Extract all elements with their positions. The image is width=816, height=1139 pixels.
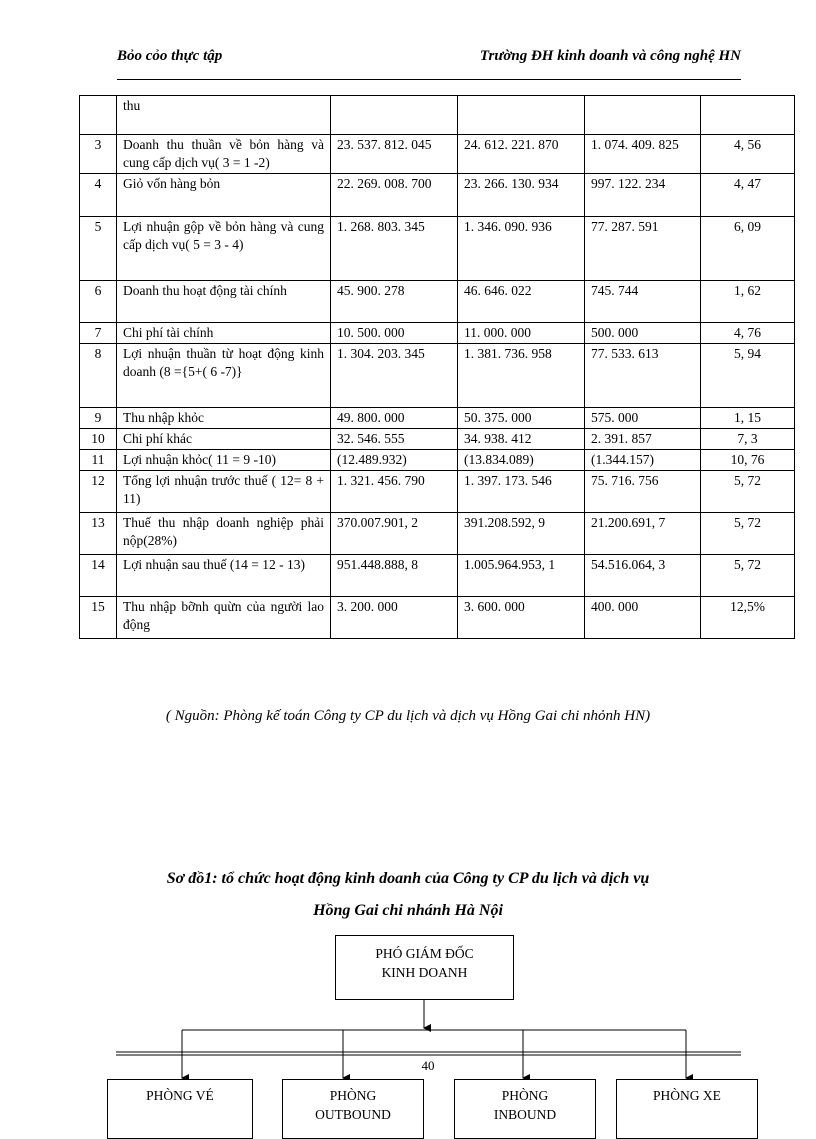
value-col2-cell: 1.005.964.953, 1 (458, 555, 585, 597)
percent-cell: 5, 94 (701, 344, 795, 408)
value-col2-cell: 11. 000. 000 (458, 323, 585, 344)
value-col2-cell: 24. 612. 221. 870 (458, 135, 585, 174)
value-col2-cell: 46. 646. 022 (458, 281, 585, 323)
row-description-cell: Tổng lợi nhuận trước thuế ( 12= 8 + 11) (117, 471, 331, 513)
row-number-cell: 13 (80, 513, 117, 555)
org-box-inbound-dept: PHÒNG INBOUND (454, 1079, 596, 1139)
row-description-cell: Doanh thu thuần về bỏn hàng và cung cấp dịch vụ( 3 = 1 -2) (117, 135, 331, 174)
row-description-cell: Giỏ vốn hàng bỏn (117, 174, 331, 217)
row-number-cell: 7 (80, 323, 117, 344)
value-col2-cell: 1. 397. 173. 546 (458, 471, 585, 513)
row-description-cell: Thuế thu nhập doanh nghiệp phải nộp(28%) (117, 513, 331, 555)
value-col2-cell: 1. 346. 090. 936 (458, 217, 585, 281)
org-box-vehicle-dept: PHÒNG XE (616, 1079, 758, 1139)
row-number-cell: 6 (80, 281, 117, 323)
org-box-ticket-dept: PHÒNG VÉ (107, 1079, 253, 1139)
row-number-cell: 14 (80, 555, 117, 597)
value-col2-cell: 34. 938. 412 (458, 429, 585, 450)
value-col3-cell: 75. 716. 756 (585, 471, 701, 513)
row-description-cell: Thu nhập bỡnh quừn của người lao động (117, 597, 331, 639)
value-col2-cell: 3. 600. 000 (458, 597, 585, 639)
row-number-cell: 15 (80, 597, 117, 639)
value-col3-cell: 2. 391. 857 (585, 429, 701, 450)
value-col2-cell: (13.834.089) (458, 450, 585, 471)
percent-cell: 4, 76 (701, 323, 795, 344)
row-description-cell: thu (117, 96, 331, 135)
row-number-cell: 10 (80, 429, 117, 450)
org-box-deputy-director: PHÓ GIÁM ĐỐC KINH DOANH (335, 935, 514, 1000)
value-col1-cell: 10. 500. 000 (331, 323, 458, 344)
percent-cell: 7, 3 (701, 429, 795, 450)
row-number-cell: 9 (80, 408, 117, 429)
row-description-cell: Thu nhập khỏc (117, 408, 331, 429)
value-col1-cell: 951.448.888, 8 (331, 555, 458, 597)
diagram-title-line1: Sơ đồ1: tổ chức hoạt động kinh doanh của Công ty CP du lịch và dịch vụ (166, 870, 650, 887)
row-description-cell: Lợi nhuận sau thuế (14 = 12 - 13) (117, 555, 331, 597)
row-number-cell: 11 (80, 450, 117, 471)
percent-cell: 10, 76 (701, 450, 795, 471)
value-col1-cell: 45. 900. 278 (331, 281, 458, 323)
value-col3-cell: 997. 122. 234 (585, 174, 701, 217)
percent-cell: 6, 09 (701, 217, 795, 281)
value-col1-cell: 3. 200. 000 (331, 597, 458, 639)
row-description-cell: Lợi nhuận thuần từ hoạt động kinh doanh (8 ={5+( 6 -7)} (117, 344, 331, 408)
value-col1-cell: 1. 268. 803. 345 (331, 217, 458, 281)
percent-cell: 4, 56 (701, 135, 795, 174)
percent-cell: 12,5% (701, 597, 795, 639)
value-col3-cell: 77. 287. 591 (585, 217, 701, 281)
value-col3-cell: 21.200.691, 7 (585, 513, 701, 555)
value-col1-cell: 23. 537. 812. 045 (331, 135, 458, 174)
row-number-cell: 4 (80, 174, 117, 217)
row-number-cell: 5 (80, 217, 117, 281)
value-col1-cell: 32. 546. 555 (331, 429, 458, 450)
percent-cell: 1, 15 (701, 408, 795, 429)
value-col3-cell: (1.344.157) (585, 450, 701, 471)
value-col3-cell: 77. 533. 613 (585, 344, 701, 408)
percent-cell: 5, 72 (701, 555, 795, 597)
value-col3-cell: 1. 074. 409. 825 (585, 135, 701, 174)
value-col3-cell: 54.516.064, 3 (585, 555, 701, 597)
value-col1-cell: 370.007.901, 2 (331, 513, 458, 555)
page-number: 40 (400, 1058, 456, 1074)
value-col2-cell: 391.208.592, 9 (458, 513, 585, 555)
row-description-cell: Lợi nhuận gộp về bỏn hàng và cung cấp dịch vụ( 5 = 3 - 4) (117, 217, 331, 281)
value-col1-cell: 1. 304. 203. 345 (331, 344, 458, 408)
row-description-cell: Chi phí khác (117, 429, 331, 450)
percent-cell: 5, 72 (701, 471, 795, 513)
value-col1-cell: 1. 321. 456. 790 (331, 471, 458, 513)
percent-cell: 4, 47 (701, 174, 795, 217)
value-col2-cell: 1. 381. 736. 958 (458, 344, 585, 408)
row-description-cell: Doanh thu hoạt động tài chính (117, 281, 331, 323)
value-col1-cell: 22. 269. 008. 700 (331, 174, 458, 217)
org-box-outbound-dept: PHÒNG OUTBOUND (282, 1079, 424, 1139)
value-col2-cell: 50. 375. 000 (458, 408, 585, 429)
row-number-cell: 3 (80, 135, 117, 174)
value-col1-cell: 49. 800. 000 (331, 408, 458, 429)
diagram-title-line2: Hồng Gai chi nhánh Hà Nội (313, 902, 503, 919)
value-col3-cell: 575. 000 (585, 408, 701, 429)
percent-cell: 5, 72 (701, 513, 795, 555)
row-number-cell: 12 (80, 471, 117, 513)
value-col1-cell: (12.489.932) (331, 450, 458, 471)
value-col3-cell: 500. 000 (585, 323, 701, 344)
percent-cell: 1, 62 (701, 281, 795, 323)
row-description-cell: Lợi nhuận khỏc( 11 = 9 -10) (117, 450, 331, 471)
header-school-name: Trường ĐH kinh doanh và công nghệ HN (479, 48, 741, 64)
row-number-cell: 8 (80, 344, 117, 408)
value-col2-cell: 23. 266. 130. 934 (458, 174, 585, 217)
header-report-title: Bỏo cỏo thực tập (117, 48, 223, 64)
table-source-note: ( Nguồn: Phòng kế toán Công ty CP du lịch và dịch vụ Hồng Gai chi nhỏnh HN) (165, 708, 651, 724)
row-description-cell: Chi phí tài chính (117, 323, 331, 344)
value-col3-cell: 400. 000 (585, 597, 701, 639)
value-col3-cell: 745. 744 (585, 281, 701, 323)
